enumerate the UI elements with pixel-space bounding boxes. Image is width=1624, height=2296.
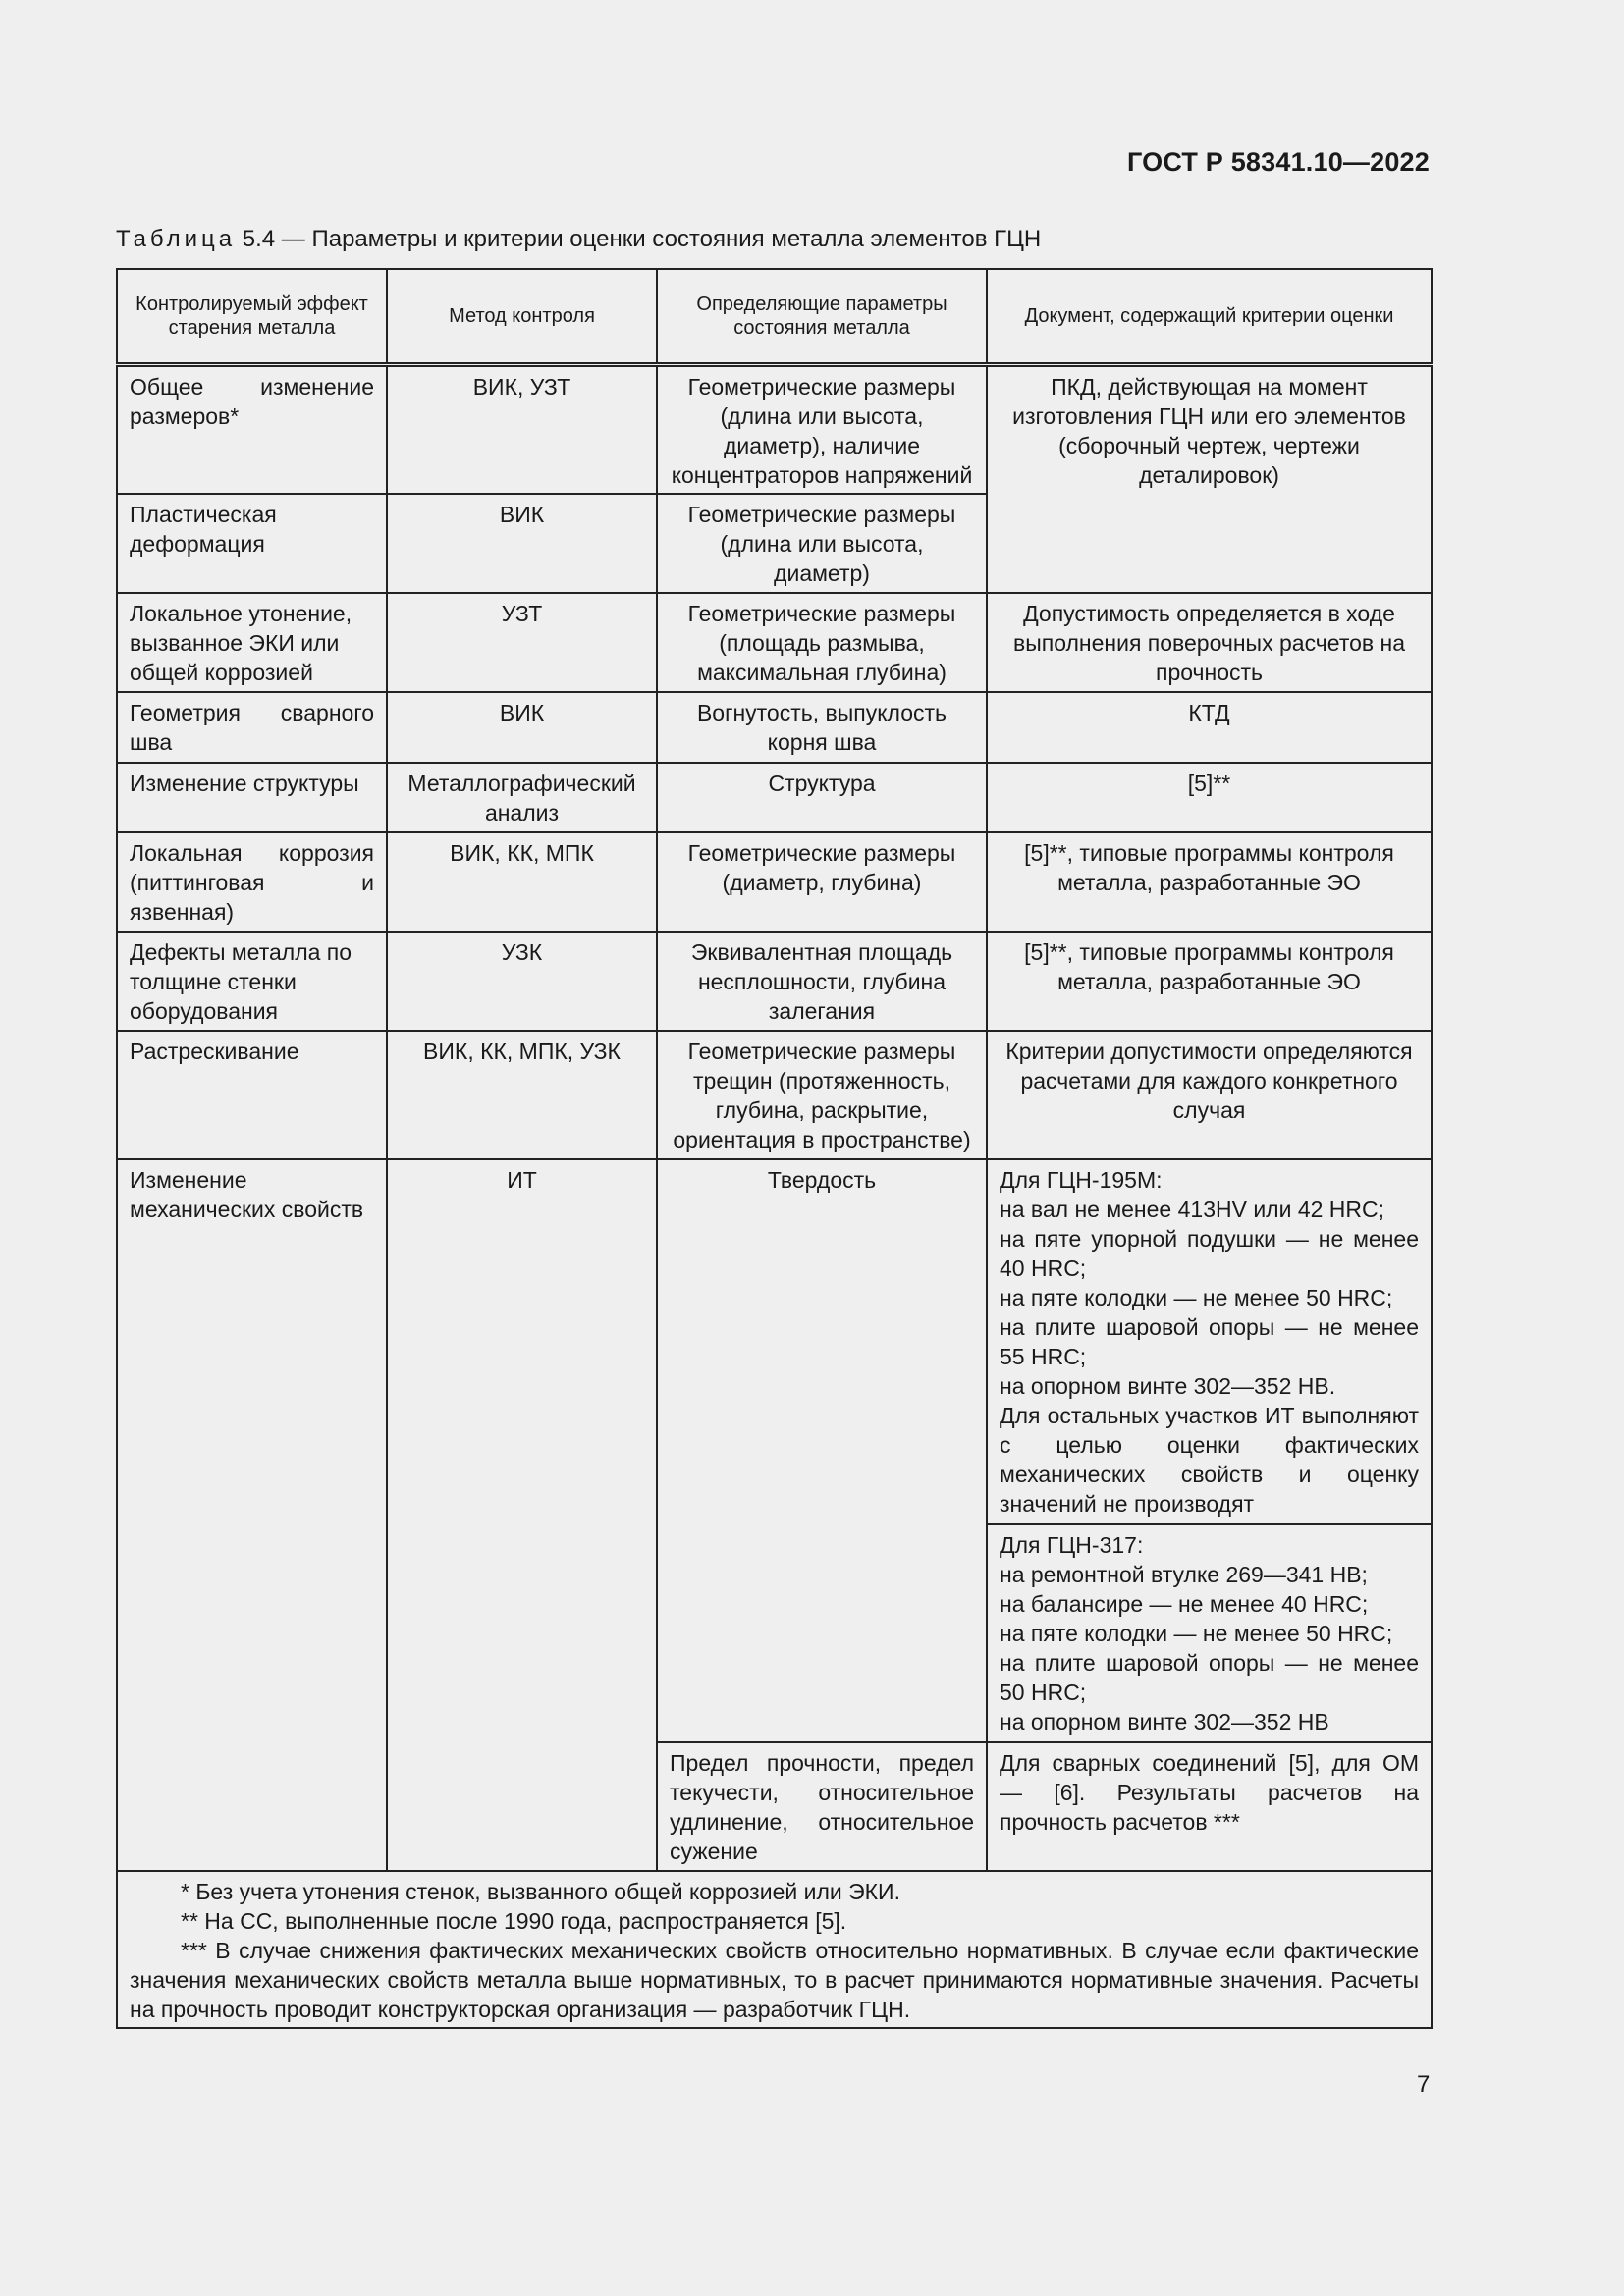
table-row <box>117 593 1432 692</box>
table-caption <box>116 226 1041 253</box>
table-row <box>117 1159 1432 1524</box>
cell-params: Твердость <box>657 1159 987 1742</box>
table-caption-text: 5.4 — Параметры и критерии оценки состояния металла элементов ГЦН <box>236 226 1042 252</box>
cell-doc: [5]** <box>987 763 1432 832</box>
cell-effect: Дефекты металла по толщине стенки оборудования <box>117 932 387 1031</box>
cell-doc: КТД <box>987 692 1432 763</box>
cell-params: Геометрические размеры (площадь размыва, максимальная глубина) <box>657 593 987 692</box>
cell-doc: ПКД, действующая на момент изготовления ГЦН или его элементов (сборочный чертеж, чертежи деталировок) <box>987 365 1432 594</box>
cell-effect: Изменение структуры <box>117 763 387 832</box>
header-doc: Документ, содержащий критерии оценки <box>987 269 1432 365</box>
cell-method: ВИК, КК, МПК, УЗК <box>387 1031 657 1159</box>
header-params: Определяющие параметры состояния металла <box>657 269 987 365</box>
cell-params: Геометрические размеры (длина или высота, диаметр), наличие концентраторов напряжений <box>657 365 987 495</box>
table-notes <box>117 1871 1432 2028</box>
cell-method: УЗК <box>387 932 657 1031</box>
cell-params: Предел прочности, предел текучести, относительное удлинение, относительное сужение <box>657 1742 987 1871</box>
table-header-row <box>117 269 1432 365</box>
cell-effect: Пластическая деформация <box>117 494 387 593</box>
criteria-table <box>116 268 1433 2029</box>
cell-method: ВИК <box>387 692 657 763</box>
cell-doc: Для ГЦН-195М: на вал не менее 413HV или 42 HRC; на пяте упорной подушки — не менее 40 HRC; на пяте колодки — не менее 50 HRC; на плите шаровой опоры — не менее 55 HRC; на опорном винте 302—352 НВ. Для остальных участков ИТ выполняют с целью оценки фактических механических свойств и оценку значений не производят <box>987 1159 1432 1524</box>
table-row <box>117 932 1432 1031</box>
document-code: ГОСТ Р 58341.10—2022 <box>1127 147 1430 177</box>
table-notes-row <box>117 1871 1432 2028</box>
header-method: Метод контроля <box>387 269 657 365</box>
cell-effect: Общее изменение размеров* <box>117 365 387 495</box>
cell-doc: [5]**, типовые программы контроля металла, разработанные ЭО <box>987 832 1432 932</box>
footnote: ** На СС, выполненные после 1990 года, распространяется [5]. <box>181 1908 847 1934</box>
cell-effect: Растрескивание <box>117 1031 387 1159</box>
table-row <box>117 365 1432 495</box>
page-number: 7 <box>1417 2071 1431 2098</box>
cell-params: Геометрические размеры (длина или высота, диаметр) <box>657 494 987 593</box>
table-row <box>117 832 1432 932</box>
table-row <box>117 692 1432 763</box>
cell-params: Геометрические размеры трещин (протяженность, глубина, раскрытие, ориентация в пространстве) <box>657 1031 987 1159</box>
cell-method: УЗТ <box>387 593 657 692</box>
footnote: * Без учета утонения стенок, вызванного общей коррозией или ЭКИ. <box>181 1879 900 1904</box>
table-row <box>117 763 1432 832</box>
cell-effect: Изменение механических свойств <box>117 1159 387 1871</box>
table-caption-label: Таблица <box>116 226 237 252</box>
cell-method: Металлографический анализ <box>387 763 657 832</box>
cell-params: Структура <box>657 763 987 832</box>
cell-method: ВИК <box>387 494 657 593</box>
footnote: *** В случае снижения фактических механических свойств относительно нормативных. В случае если фактические значения механических свойств металла выше нормативных, то в расчет принимаются нормативные значения. Расчеты на прочность проводит конструкторская организация — разработчик ГЦН. <box>130 1938 1419 2022</box>
cell-doc: Для ГЦН-317: на ремонтной втулке 269—341 НВ; на балансире — не менее 40 HRC; на пяте колодки — не менее 50 HRC; на плите шаровой опоры — не менее 50 HRC; на опорном винте 302—352 НВ <box>987 1524 1432 1742</box>
cell-method: ВИК, КК, МПК <box>387 832 657 932</box>
cell-method: ИТ <box>387 1159 657 1871</box>
header-effect: Контролируемый эффект старения металла <box>117 269 387 365</box>
table-row <box>117 1031 1432 1159</box>
cell-doc: [5]**, типовые программы контроля металла, разработанные ЭО <box>987 932 1432 1031</box>
cell-doc: Допустимость определяется в ходе выполнения поверочных расчетов на прочность <box>987 593 1432 692</box>
cell-effect: Локальная коррозия (питтинговая и язвенная) <box>117 832 387 932</box>
cell-params: Геометрические размеры (диаметр, глубина) <box>657 832 987 932</box>
cell-method: ВИК, УЗТ <box>387 365 657 495</box>
cell-params: Эквивалентная площадь несплошности, глубина залегания <box>657 932 987 1031</box>
cell-doc: Для сварных соединений [5], для ОМ — [6]. Результаты расчетов на прочность расчетов *** <box>987 1742 1432 1871</box>
cell-doc: Критерии допустимости определяются расчетами для каждого конкретного случая <box>987 1031 1432 1159</box>
cell-effect: Геометрия сварного шва <box>117 692 387 763</box>
cell-params: Вогнутость, выпуклость корня шва <box>657 692 987 763</box>
cell-effect: Локальное утонение, вызванное ЭКИ или общей коррозией <box>117 593 387 692</box>
